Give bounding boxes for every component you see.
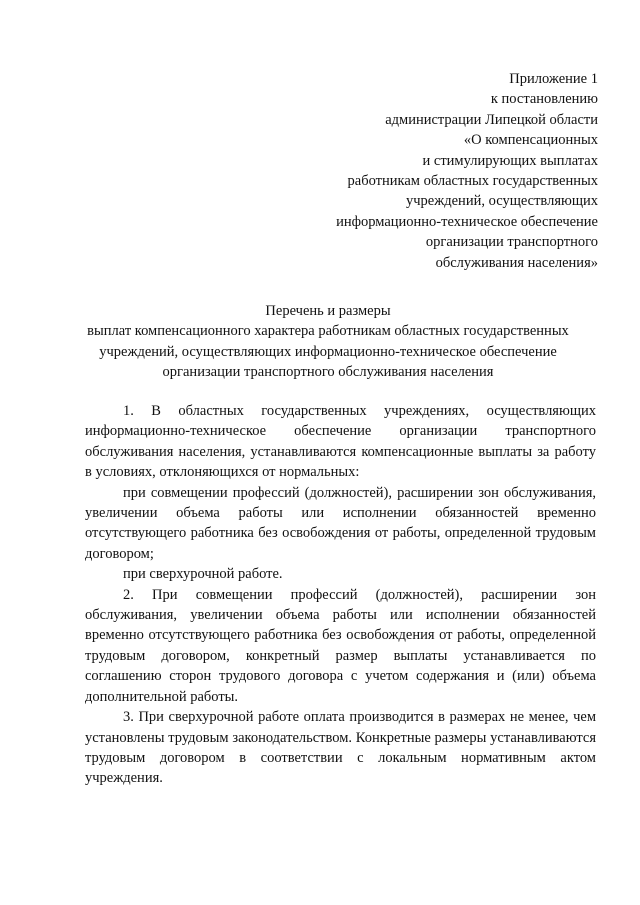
paragraph-2: 2. При совмещении профессий (должностей), расширении зон обслуживания, увеличении объема работы или исполнении обязанностей временно отсутствующего работника без освобождения от работы, определенной трудовым договором, конкретный размер выплаты устанавливается по соглашению сторон трудового договора с учетом содержания и (или) объема дополнительной работы. xyxy=(85,586,596,705)
paragraph-1-item-combining: при совмещении профессий (должностей), расширении зон обслуживания, увеличении объема работы или исполнении обязанностей временно отсутствующего работника без освобождения от работы, определенной трудовым договором; xyxy=(85,484,596,562)
document-title xyxy=(60,301,596,383)
paragraph-3: 3. При сверхурочной работе оплата производится в размерах не менее, чем установлены трудовым законодательством. Конкретные размеры устанавливаются трудовым договором в соответствии с локальным нормативным актом учреждения. xyxy=(85,709,596,787)
appendix-line: учреждений, осуществляющих xyxy=(406,193,598,210)
document-body xyxy=(85,401,596,789)
appendix-line: и стимулирующих выплатах xyxy=(422,152,598,169)
appendix-line: информационно-техническое обеспечение xyxy=(336,213,598,230)
title-line: Перечень и размеры xyxy=(265,303,391,319)
title-line: организации транспортного обслуживания населения xyxy=(162,364,494,381)
paragraph-1: 1. В областных государственных учреждениях, осуществляющих информационно-техническое обеспечение организации транспортного обслуживания населения, устанавливаются компенсационные выплаты за работу в условиях, отклоняющихся от нормальных: xyxy=(85,403,596,481)
appendix-line: обслуживания населения» xyxy=(435,254,598,271)
title-line: учреждений, осуществляющих информационно-техническое обеспечение xyxy=(99,343,557,360)
appendix-line: работникам областных государственных xyxy=(347,173,598,190)
title-line: выплат компенсационного характера работникам областных государственных xyxy=(87,323,569,340)
appendix-line: «О компенсационных xyxy=(463,132,598,149)
appendix-line: организации транспортного xyxy=(425,234,598,251)
paragraph-1-item-overtime: при сверхурочной работе. xyxy=(123,566,283,583)
appendix-line: администрации Липецкой области xyxy=(385,111,598,128)
appendix-line: Приложение 1 xyxy=(509,71,598,87)
appendix-header xyxy=(268,69,598,273)
appendix-line: к постановлению xyxy=(490,91,598,108)
